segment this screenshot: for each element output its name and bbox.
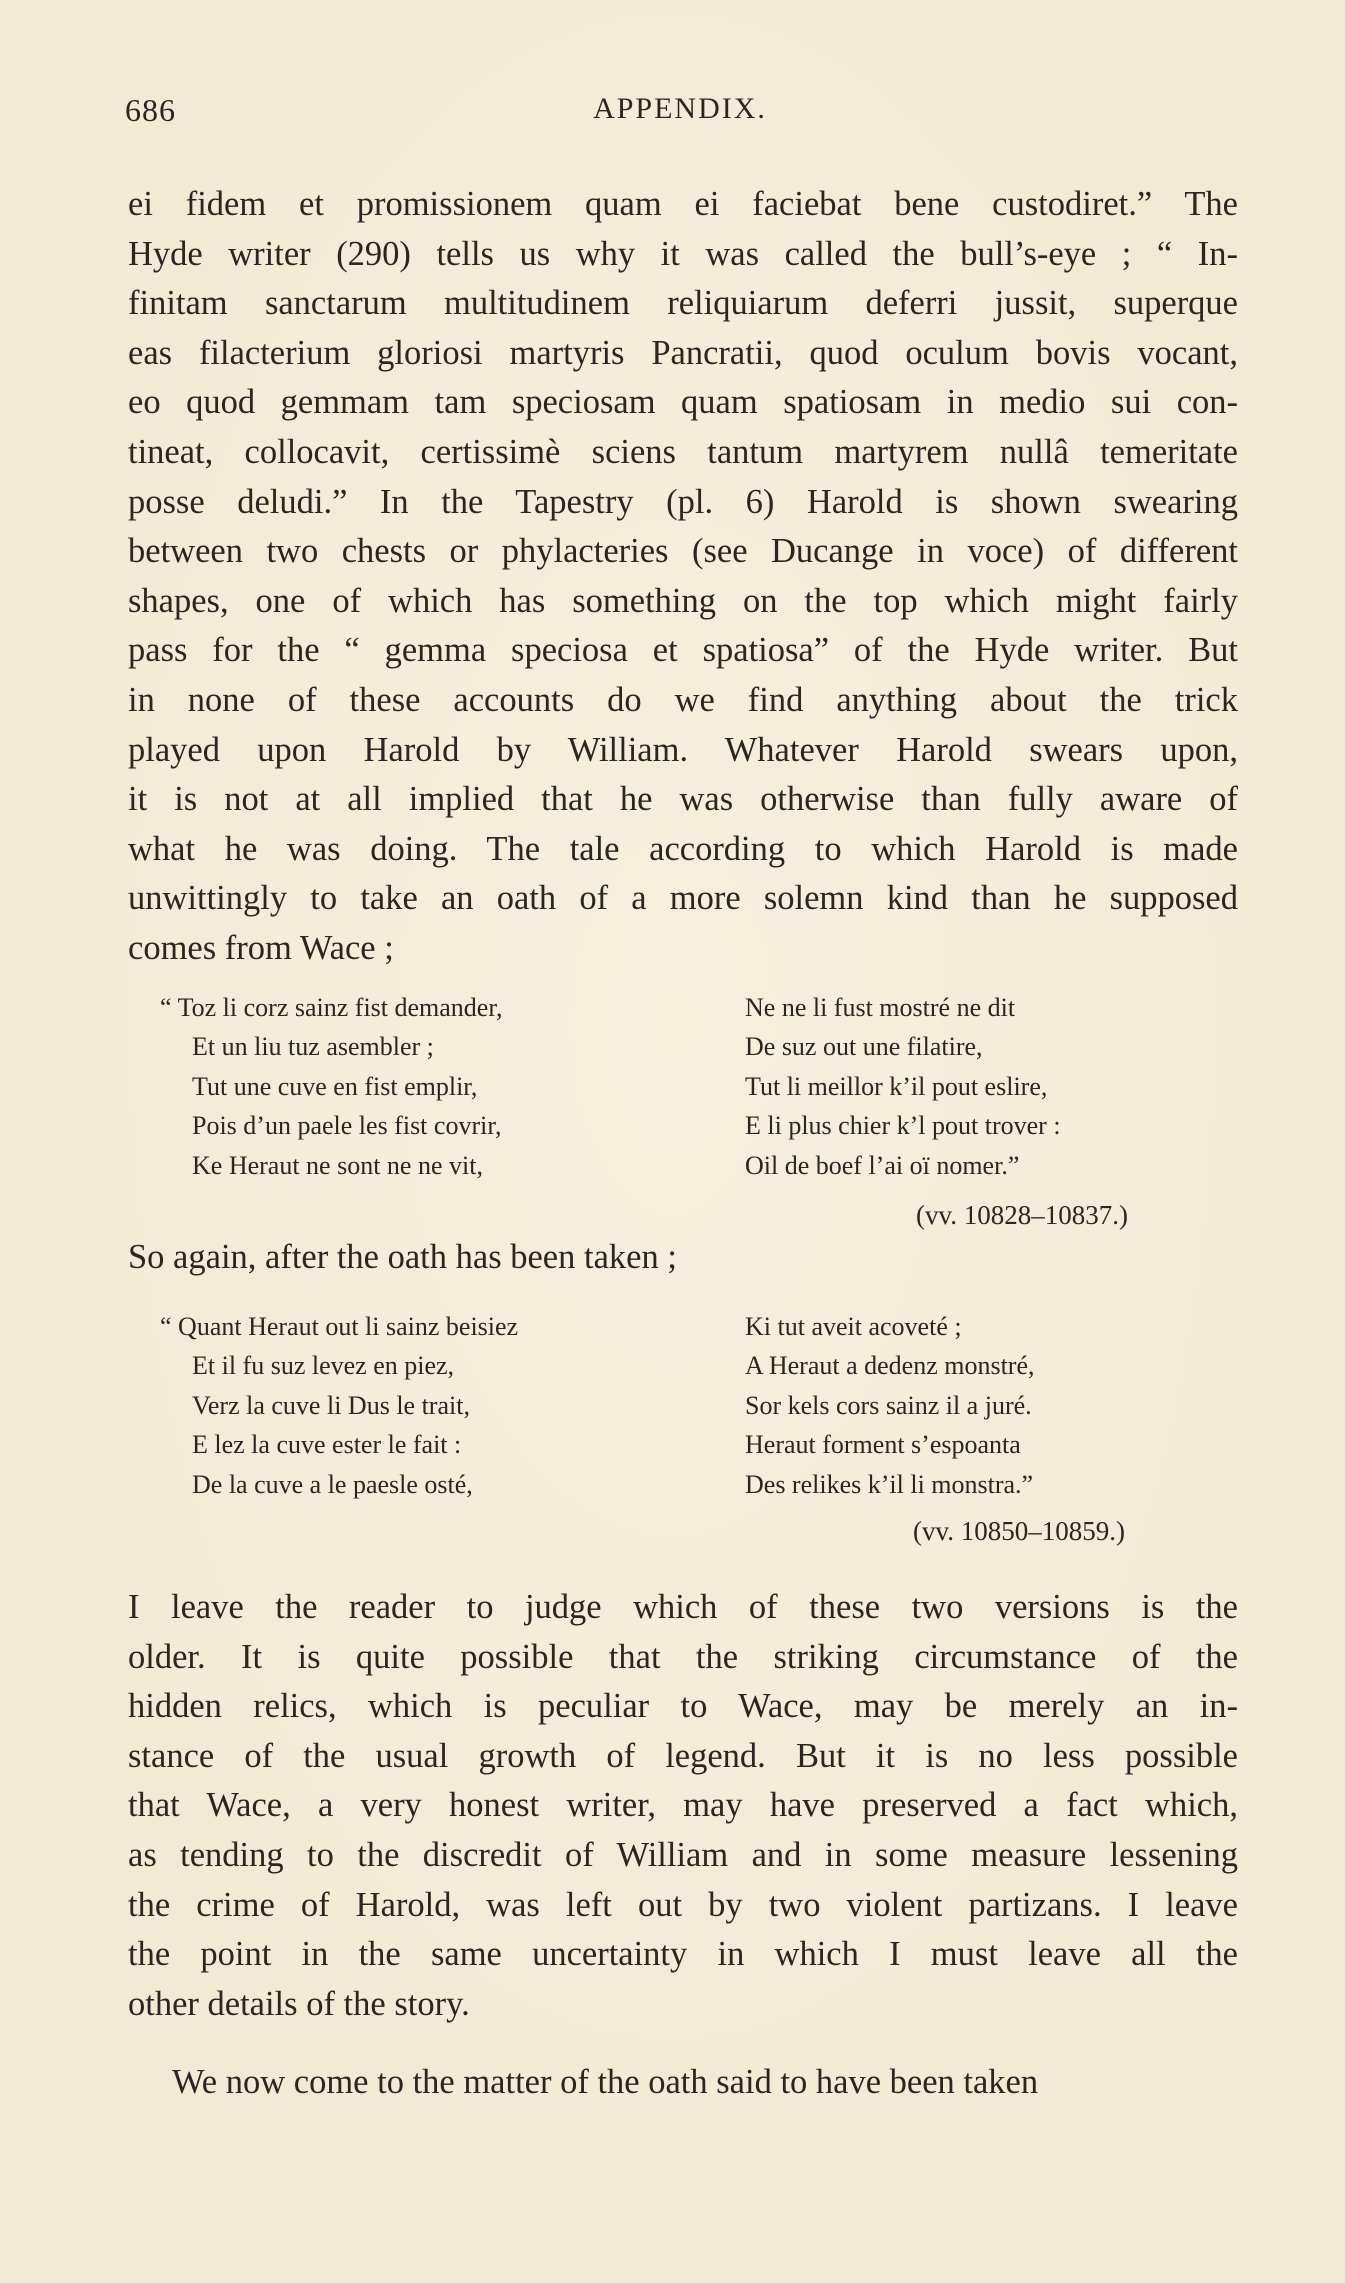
verse-line: De suz out une filatire,	[745, 1032, 983, 1062]
paragraph-line: played upon Harold by William. Whatever Harold swears upon,	[128, 730, 1238, 769]
verse-column-right	[745, 1307, 1245, 1504]
verse-line: De la cuve a le paesle osté,	[192, 1469, 473, 1499]
verse-line: E lez la cuve ester le fait :	[192, 1430, 462, 1460]
verse-reference-2: (vv. 10850–10859.)	[913, 1516, 1125, 1546]
verse-line: Heraut forment s’espoanta	[745, 1430, 1021, 1460]
verse-line: Ki tut aveit acoveté ;	[745, 1312, 962, 1341]
verse-line: Ne ne li fust mostré ne dit	[745, 993, 1016, 1022]
paragraph-line: We now come to the matter of the oath said to have been taken	[172, 2063, 1039, 2101]
verse-line: Tut li meillor k’il pout eslire,	[745, 1071, 1048, 1101]
verse-line: “ Toz li corz sainz fist demander,	[160, 993, 503, 1022]
paragraph-line: finitam sanctarum multitudinem reliquiarum deferri jussit, superque	[128, 284, 1238, 323]
paragraph-1	[128, 180, 1238, 974]
verse-line: Des relikes k’il li monstra.”	[745, 1469, 1034, 1499]
paragraph-line: stance of the usual growth of legend. But it is no less possible	[128, 1736, 1238, 1775]
paragraph-line: what he was doing. The tale according to which Harold is made	[128, 829, 1238, 868]
page-number: 686	[125, 92, 176, 128]
verse-line: Verz la cuve li Dus le trait,	[192, 1390, 470, 1420]
paragraph-3	[128, 2058, 1238, 2108]
verse-line: Ke Heraut ne sont ne ne vit,	[192, 1150, 483, 1180]
paragraph-line: as tending to the discredit of William and in some measure lessening	[128, 1835, 1238, 1874]
paragraph-line: ei fidem et promissionem quam ei faciebat bene custodiret.” The	[128, 185, 1238, 223]
paragraph-line: between two chests or phylacteries (see Ducange in voce) of different	[128, 532, 1238, 571]
verse-line: Pois d’un paele les fist covrir,	[192, 1111, 502, 1141]
paragraph-line: the crime of Harold, was left out by two violent partizans. I leave	[128, 1885, 1238, 1924]
verse-column-left	[160, 1307, 700, 1504]
paragraph-line: posse deludi.” In the Tapestry (pl. 6) Harold is shown swearing	[128, 482, 1238, 521]
paragraph-line: it is not at all implied that he was otherwise than fully aware of	[128, 780, 1238, 819]
verse-line: “ Quant Heraut out li sainz beisiez	[160, 1312, 519, 1341]
verse-line: Et un liu tuz asembler ;	[192, 1032, 434, 1062]
paragraph-line: eo quod gemmam tam speciosam quam spatiosam in medio sui con-	[128, 383, 1238, 422]
verse-line: Tut une cuve en fist emplir,	[192, 1071, 478, 1101]
paragraph-line: that Wace, a very honest writer, may have preserved a fact which,	[128, 1786, 1238, 1825]
verse-column-left	[160, 988, 700, 1185]
paragraph-line: unwittingly to take an oath of a more solemn kind than he supposed	[128, 879, 1238, 918]
verse-quotation-1	[160, 988, 1240, 1198]
verse-quotation-2	[160, 1307, 1240, 1517]
paragraph-line: in none of these accounts do we find anything about the trick	[128, 680, 1238, 719]
paragraph-line: pass for the “ gemma speciosa et spatiosa” of the Hyde writer. But	[128, 631, 1238, 670]
verse-line: Et il fu suz levez en piez,	[192, 1351, 455, 1381]
verse-reference-1: (vv. 10828–10837.)	[916, 1200, 1128, 1230]
paragraph-line: I leave the reader to judge which of these two versions is the	[128, 1588, 1238, 1626]
paragraph-line: comes from Wace ;	[128, 928, 394, 967]
paragraph-line: shapes, one of which has something on the top which might fairly	[128, 581, 1238, 620]
verse-line: Sor kels cors sainz il a juré.	[745, 1390, 1032, 1420]
verse-column-right	[745, 988, 1245, 1185]
verse-line: Oil de boef l’ai oï nomer.”	[745, 1150, 1020, 1180]
running-head	[125, 92, 1235, 132]
paragraph-line: eas filacterium gloriosi martyris Pancratii, quod oculum bovis vocant,	[128, 333, 1238, 372]
running-title: APPENDIX.	[593, 92, 767, 125]
paragraph-line: the point in the same uncertainty in which I must leave all the	[128, 1935, 1238, 1974]
paragraph-line: other details of the story.	[128, 1984, 470, 2023]
interlude-text: So again, after the oath has been taken ;	[128, 1238, 677, 1276]
verse-line: A Heraut a dedenz monstré,	[745, 1351, 1035, 1381]
paragraph-line: older. It is quite possible that the striking circumstance of the	[128, 1637, 1238, 1676]
verse-line: E li plus chier k’l pout trover :	[745, 1111, 1061, 1141]
paragraph-2	[128, 1583, 1238, 2029]
paragraph-line: Hyde writer (290) tells us why it was called the bull’s-eye ; “ In-	[128, 234, 1238, 273]
paragraph-line: hidden relics, which is peculiar to Wace, may be merely an in-	[128, 1687, 1238, 1726]
paragraph-line: tineat, collocavit, certissimè sciens tantum martyrem nullâ temeritate	[128, 432, 1238, 471]
